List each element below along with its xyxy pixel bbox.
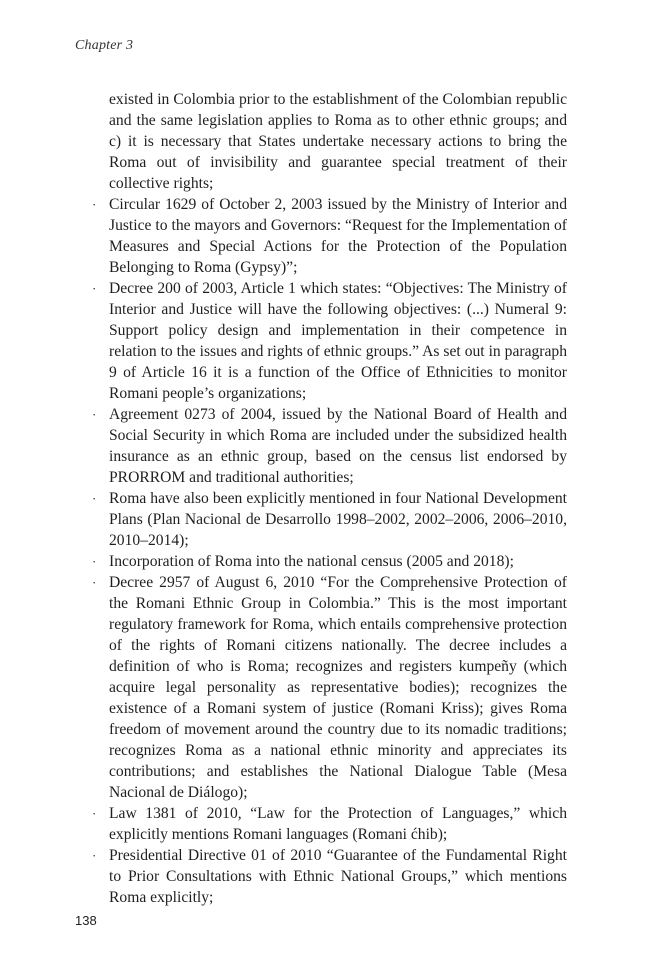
list-item [92,551,567,572]
bullet-icon: · [92,554,97,569]
list-item [92,845,567,908]
list-item-text: Law 1381 of 2010, “Law for the Protection of Languages,” which explicitly mentions Romani languages (Romani ćhib); [109,805,567,843]
list-item-text: Decree 2957 of August 6, 2010 “For the Comprehensive Protection of the Romani Ethnic Group in Colombia.” This is the most important regulatory framework for Roma, which entails comprehensive protection of the rights of Romani citizens nationally. The decree includes a definition of who is Roma; recognizes and registers kumpeñy (which acquire legal personality as representative bodies); recognizes the existence of a Romani system of justice (Romani Kriss); gives Roma freedom of movement around the country due to its nomadic traditions; recognizes Roma as a national ethnic minority and appreciates its contributions; and establishes the National Dialogue Table (Mesa Nacional de Diálogo); [109,574,567,801]
list-item-text: Decree 200 of 2003, Article 1 which states: “Objectives: The Ministry of Interior and Justice will have the following objectives: (...) Numeral 9: Support policy design and implementation in their competence in relation to the issues and rights of ethnic groups.” As set out in paragraph 9 of Article 16 it is a function of the Office of Ethnicities to monitor Romani people’s organizations; [109,280,567,402]
list-item-text: Presidential Directive 01 of 2010 “Guarantee of the Fundamental Right to Prior Consultations with Ethnic National Groups,” which mentions Roma explicitly; [109,847,567,906]
bullet-icon: · [92,197,97,212]
legislation-list [92,194,567,908]
bullet-icon: · [92,806,97,821]
running-head: Chapter 3 [75,38,134,53]
bullet-icon: · [92,575,97,590]
list-item-text: Incorporation of Roma into the national census (2005 and 2018); [109,553,514,570]
list-item-text: Agreement 0273 of 2004, issued by the National Board of Health and Social Security in which Roma are included under the subsidized health insurance as an ethnic group, based on the census list endorsed by PRORROM and traditional authorities; [109,406,567,486]
list-item [92,572,567,803]
list-item-text: Circular 1629 of October 2, 2003 issued by the Ministry of Interior and Justice to the mayors and Governors: “Request for the Implementation of Measures and Special Actions for the Protection of the Population Belonging to Roma (Gypsy)”; [109,196,567,276]
page-number: 138 [75,913,97,928]
bullet-icon: · [92,281,97,296]
list-item [92,278,567,404]
bullet-icon: · [92,407,97,422]
list-item-text: Roma have also been explicitly mentioned in four National Development Plans (Plan Nacional de Desarrollo 1998–2002, 2002–2006, 2006–2010, 2010–2014); [109,490,567,549]
page-body [92,89,567,908]
bullet-icon: · [92,848,97,863]
continued-paragraph: existed in Colombia prior to the establishment of the Colombian republic and the same legislation applies to Roma as to other ethnic groups; and c) it is necessary that States undertake necessary actions to bring the Roma out of invisibility and guarantee special treatment of their collective rights; [109,91,567,192]
bullet-icon: · [92,491,97,506]
list-item [92,404,567,488]
list-item [92,194,567,278]
list-item [92,488,567,551]
list-item [92,803,567,845]
